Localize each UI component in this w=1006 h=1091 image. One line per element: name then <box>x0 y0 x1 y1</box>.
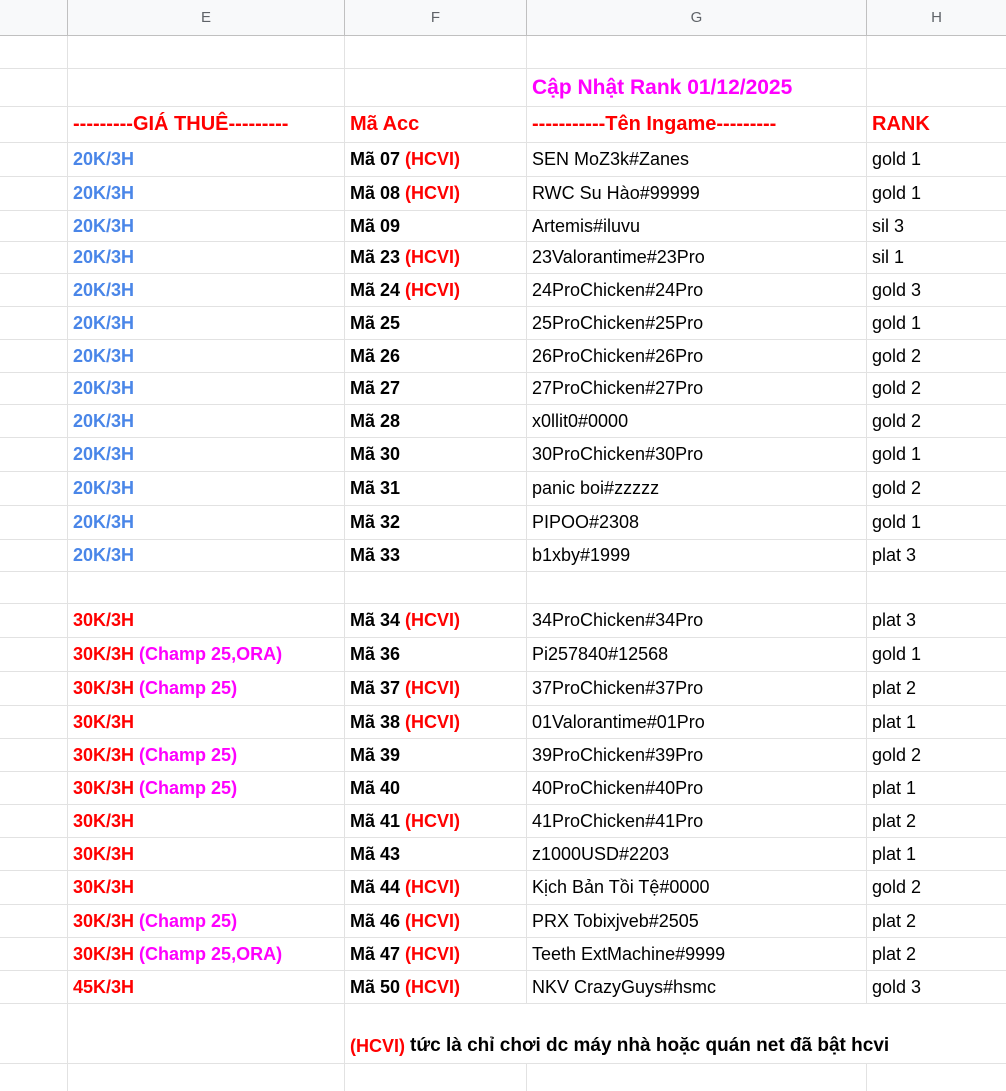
table-row <box>0 242 1006 274</box>
rank-update-title[interactable]: Cập Nhật Rank 01/12/2025 <box>527 69 867 106</box>
cell[interactable] <box>68 572 345 603</box>
rank-cell[interactable]: plat 1 <box>872 843 917 864</box>
account-code-cell[interactable] <box>345 340 527 372</box>
price-cell[interactable] <box>68 604 345 637</box>
price: 30K/3H <box>73 610 135 630</box>
rank-cell[interactable]: plat 2 <box>872 678 917 698</box>
header-price[interactable]: ---------GIÁ THUÊ--------- <box>68 107 345 142</box>
account-code-cell[interactable] <box>345 838 527 870</box>
row-number-cell[interactable] <box>0 438 68 471</box>
account-code: Mã 25 <box>350 312 401 333</box>
table-row <box>0 307 1006 340</box>
price-cell[interactable]: 20K/3H <box>68 472 345 505</box>
cell[interactable] <box>68 36 345 68</box>
cell[interactable] <box>68 1064 345 1091</box>
row-number-cell[interactable] <box>0 905 68 937</box>
table-row <box>0 405 1006 438</box>
price-cell[interactable]: 20K/3H <box>68 540 345 571</box>
price-cell[interactable]: 20K/3H <box>68 506 345 539</box>
row-number-cell[interactable] <box>0 638 68 671</box>
cell[interactable] <box>867 572 1006 603</box>
table-row <box>0 604 1006 638</box>
table-row <box>0 143 1006 177</box>
rank-cell[interactable]: plat 2 <box>872 810 917 831</box>
cell[interactable] <box>345 572 527 603</box>
ingame-name-cell[interactable]: Pi257840#12568 <box>527 638 867 671</box>
ingame-name-cell[interactable]: z1000USD#2203 <box>527 838 867 870</box>
row-number-cell[interactable] <box>0 739 68 771</box>
account-code: Mã 37 <box>350 678 401 698</box>
rank-cell[interactable]: plat 3 <box>872 545 917 565</box>
column-header-f[interactable]: F <box>345 0 527 36</box>
account-code-cell[interactable] <box>345 706 527 738</box>
table-row <box>0 971 1006 1004</box>
hcvi-tag: (HCVI) <box>405 149 461 169</box>
price-cell[interactable]: 20K/3H <box>68 274 345 306</box>
ingame-name-cell[interactable]: 24ProChicken#24Pro <box>527 274 867 306</box>
row-number-cell[interactable] <box>0 572 68 603</box>
account-code: Mã 41 <box>350 810 401 831</box>
price-cell[interactable] <box>68 772 345 804</box>
row-number-cell[interactable] <box>0 307 68 339</box>
ingame-name-cell[interactable]: NKV CrazyGuys#hsmc <box>527 971 867 1003</box>
cell[interactable] <box>345 1064 527 1091</box>
account-code: Mã 23 <box>350 247 401 267</box>
account-code-cell[interactable] <box>345 373 527 404</box>
account-code-cell[interactable] <box>345 772 527 804</box>
ingame-name-cell[interactable]: RWC Su Hào#99999 <box>527 177 867 210</box>
price-cell[interactable] <box>68 871 345 904</box>
table-row <box>0 472 1006 506</box>
row-number-cell[interactable] <box>0 69 68 106</box>
table-row <box>0 540 1006 572</box>
price: 30K/3H <box>73 810 135 831</box>
header-code[interactable]: Mã Acc <box>345 107 527 142</box>
price-cell[interactable] <box>68 672 345 705</box>
account-code-cell[interactable] <box>345 871 527 904</box>
rank-cell[interactable]: sil 3 <box>872 215 905 236</box>
cell[interactable] <box>68 69 345 106</box>
ingame-name-cell[interactable]: 40ProChicken#40Pro <box>527 772 867 804</box>
rank-cell[interactable]: plat 2 <box>872 910 917 931</box>
account-code: Mã 50 <box>350 976 401 997</box>
hcvi-tag: (HCVI) <box>405 678 461 698</box>
row-number-cell[interactable] <box>0 871 68 904</box>
ingame-name-cell[interactable]: Kịch Bản Tồi Tệ#0000 <box>527 871 867 904</box>
row-number-cell[interactable] <box>0 838 68 870</box>
account-code-cell[interactable] <box>345 307 527 339</box>
ingame-name-cell[interactable]: 23Valorantime#23Pro <box>527 242 867 273</box>
row-number-cell[interactable] <box>0 36 68 68</box>
table-row <box>0 177 1006 211</box>
cell[interactable] <box>867 1064 1006 1091</box>
account-code: Mã 36 <box>350 644 401 664</box>
rank-cell[interactable]: sil 1 <box>872 247 905 267</box>
table-row <box>0 438 1006 472</box>
hcvi-tag: (HCVI) <box>405 183 461 203</box>
row-number-cell[interactable] <box>0 211 68 241</box>
ingame-name-cell[interactable]: panic boi#zzzzz <box>527 472 867 505</box>
row-number-cell[interactable] <box>0 1064 68 1091</box>
hcvi-tag: (HCVI) <box>405 810 461 831</box>
price: 45K/3H <box>73 976 135 997</box>
account-code-cell[interactable] <box>345 604 527 637</box>
rank-cell[interactable]: gold 1 <box>872 644 922 664</box>
price-extra: (Champ 25) <box>139 744 238 765</box>
table-row <box>0 739 1006 772</box>
ingame-name-cell[interactable]: 34ProChicken#34Pro <box>527 604 867 637</box>
column-header-e[interactable]: E <box>68 0 345 36</box>
row-number-cell[interactable] <box>0 938 68 970</box>
price-cell[interactable] <box>68 706 345 738</box>
row-number-cell[interactable] <box>0 506 68 539</box>
footnote-hcvi-tag: (HCVI) <box>350 1036 405 1056</box>
ingame-name-cell[interactable]: PRX Tobixjveb#2505 <box>527 905 867 937</box>
price-cell[interactable] <box>68 971 345 1003</box>
table-row <box>0 572 1006 604</box>
ingame-name-cell[interactable]: Teeth ExtMachine#9999 <box>527 938 867 970</box>
header-rank[interactable]: RANK <box>872 113 930 135</box>
cell[interactable] <box>867 36 1006 68</box>
hcvi-tag: (HCVI) <box>405 976 461 997</box>
table-row <box>0 1064 1006 1091</box>
ingame-name-cell[interactable]: 26ProChicken#26Pro <box>527 340 867 372</box>
cell[interactable] <box>527 572 867 603</box>
hcvi-tag: (HCVI) <box>405 279 461 300</box>
account-code-cell[interactable] <box>345 672 527 705</box>
row-number-cell[interactable] <box>0 672 68 705</box>
price-cell[interactable]: 20K/3H <box>68 242 345 273</box>
account-code: Mã 46 <box>350 910 401 931</box>
ingame-name-cell[interactable]: 37ProChicken#37Pro <box>527 672 867 705</box>
account-code: Mã 33 <box>350 545 401 565</box>
account-code: Mã 31 <box>350 478 401 498</box>
account-code-cell[interactable] <box>345 143 527 176</box>
header-ingame-name[interactable]: -----------Tên Ingame--------- <box>527 107 867 142</box>
table-row <box>0 805 1006 838</box>
account-code: Mã 40 <box>350 777 401 798</box>
rank-cell[interactable]: gold 3 <box>872 976 922 997</box>
account-code: Mã 44 <box>350 877 401 897</box>
account-code: Mã 43 <box>350 843 401 864</box>
rank-cell[interactable]: gold 2 <box>872 410 922 431</box>
table-row <box>0 638 1006 672</box>
rank-cell[interactable]: gold 1 <box>872 312 922 333</box>
rank-cell[interactable]: gold 3 <box>872 279 922 300</box>
price-cell[interactable] <box>68 739 345 771</box>
account-code-cell[interactable] <box>345 506 527 539</box>
price-cell[interactable] <box>68 805 345 837</box>
row-number-cell[interactable] <box>0 274 68 306</box>
account-code-cell[interactable] <box>345 472 527 505</box>
account-code: Mã 08 <box>350 183 401 203</box>
hcvi-tag: (HCVI) <box>405 711 461 732</box>
rank-cell[interactable]: gold 1 <box>872 183 922 203</box>
ingame-name-cell[interactable]: 25ProChicken#25Pro <box>527 307 867 339</box>
ingame-name-cell[interactable]: x0llit0#0000 <box>527 405 867 437</box>
price-extra: (Champ 25,ORA) <box>139 644 283 664</box>
row-number-cell[interactable] <box>0 143 68 176</box>
account-code: Mã 30 <box>350 444 401 464</box>
price-extra: (Champ 25,ORA) <box>139 943 283 964</box>
price-extra: (Champ 25) <box>139 910 238 931</box>
price-cell[interactable] <box>68 905 345 937</box>
cell[interactable] <box>527 36 867 68</box>
rank-cell[interactable]: plat 1 <box>872 777 917 798</box>
price: 30K/3H <box>73 777 135 798</box>
price: 30K/3H <box>73 843 135 864</box>
hcvi-tag: (HCVI) <box>405 910 461 931</box>
footnote-row <box>0 1004 1006 1064</box>
account-code-cell[interactable] <box>345 739 527 771</box>
cell[interactable] <box>527 1064 867 1091</box>
cell[interactable] <box>867 69 1006 106</box>
account-code-cell[interactable] <box>345 905 527 937</box>
table-row <box>0 871 1006 905</box>
price-cell[interactable]: 20K/3H <box>68 438 345 471</box>
price-cell[interactable]: 20K/3H <box>68 211 345 241</box>
ingame-name-cell[interactable]: 01Valorantime#01Pro <box>527 706 867 738</box>
account-code: Mã 09 <box>350 215 401 236</box>
ingame-name-cell[interactable]: 27ProChicken#27Pro <box>527 373 867 404</box>
hcvi-tag: (HCVI) <box>405 610 461 630</box>
table-row <box>0 672 1006 706</box>
price-cell[interactable] <box>68 938 345 970</box>
price-extra: (Champ 25) <box>139 777 238 798</box>
account-code-cell[interactable] <box>345 638 527 671</box>
ingame-name-cell[interactable]: Artemis#iluvu <box>527 211 867 241</box>
price-extra: (Champ 25) <box>139 678 238 698</box>
row-number-cell[interactable] <box>0 373 68 404</box>
row-number-cell[interactable] <box>0 1004 68 1063</box>
price: 30K/3H <box>73 943 135 964</box>
account-code-cell[interactable] <box>345 540 527 571</box>
account-code-cell[interactable] <box>345 938 527 970</box>
ingame-name-cell[interactable]: b1xby#1999 <box>527 540 867 571</box>
rank-cell[interactable]: gold 2 <box>872 345 922 366</box>
price: 30K/3H <box>73 678 135 698</box>
account-code: Mã 34 <box>350 610 401 630</box>
select-all-corner[interactable] <box>0 0 68 36</box>
cell[interactable] <box>345 69 527 106</box>
ingame-name-cell[interactable]: SEN MoZ3k#Zanes <box>527 143 867 176</box>
price-cell[interactable]: 20K/3H <box>68 373 345 404</box>
ingame-name-cell[interactable]: 39ProChicken#39Pro <box>527 739 867 771</box>
price: 30K/3H <box>73 910 135 931</box>
rank-cell[interactable]: gold 1 <box>872 512 922 532</box>
rank-cell[interactable]: gold 2 <box>872 478 922 498</box>
price-cell[interactable]: 20K/3H <box>68 143 345 176</box>
price: 30K/3H <box>73 644 135 664</box>
account-code-cell[interactable] <box>345 405 527 437</box>
rank-cell[interactable]: gold 1 <box>872 444 922 464</box>
hcvi-tag: (HCVI) <box>405 943 461 964</box>
ingame-name-cell[interactable]: 41ProChicken#41Pro <box>527 805 867 837</box>
account-code: Mã 39 <box>350 744 401 765</box>
row-number-cell[interactable] <box>0 971 68 1003</box>
row-number-cell[interactable] <box>0 805 68 837</box>
row-number-cell[interactable] <box>0 472 68 505</box>
row-number-cell[interactable] <box>0 706 68 738</box>
table-row <box>0 706 1006 739</box>
price: 30K/3H <box>73 711 135 732</box>
rank-cell[interactable]: plat 1 <box>872 711 917 732</box>
table-row <box>0 373 1006 405</box>
account-code-cell[interactable] <box>345 211 527 241</box>
hcvi-tag: (HCVI) <box>405 247 461 267</box>
account-code-cell[interactable] <box>345 274 527 306</box>
hcvi-tag: (HCVI) <box>405 877 461 897</box>
account-code-cell[interactable] <box>345 805 527 837</box>
column-header-h[interactable]: H <box>867 0 1006 36</box>
account-code: Mã 47 <box>350 943 401 964</box>
rank-cell[interactable]: gold 2 <box>872 378 922 398</box>
header-row <box>0 107 1006 143</box>
cell[interactable] <box>345 36 527 68</box>
account-code: Mã 26 <box>350 345 401 366</box>
row-number-cell[interactable] <box>0 540 68 571</box>
price-cell[interactable]: 20K/3H <box>68 307 345 339</box>
row-number-cell[interactable] <box>0 177 68 210</box>
ingame-name-cell[interactable]: PIPOO#2308 <box>527 506 867 539</box>
table-row <box>0 69 1006 107</box>
row-number-cell[interactable] <box>0 242 68 273</box>
account-code: Mã 07 <box>350 149 401 169</box>
row-number-cell[interactable] <box>0 604 68 637</box>
account-code-cell[interactable] <box>345 177 527 210</box>
price: 30K/3H <box>73 877 135 897</box>
account-code: Mã 28 <box>350 410 401 431</box>
table-row <box>0 938 1006 971</box>
account-code-cell[interactable] <box>345 971 527 1003</box>
rank-cell[interactable]: gold 2 <box>872 744 922 765</box>
rank-cell[interactable]: plat 2 <box>872 943 917 964</box>
price-cell[interactable]: 20K/3H <box>68 177 345 210</box>
table-row <box>0 838 1006 871</box>
table-row <box>0 772 1006 805</box>
cell[interactable] <box>68 1004 345 1063</box>
rank-cell[interactable]: gold 2 <box>872 877 922 897</box>
ingame-name-cell[interactable]: 30ProChicken#30Pro <box>527 438 867 471</box>
price: 30K/3H <box>73 744 135 765</box>
table-row <box>0 340 1006 373</box>
price-cell[interactable]: 20K/3H <box>68 340 345 372</box>
account-code: Mã 27 <box>350 378 401 398</box>
account-code-cell[interactable] <box>345 242 527 273</box>
price-cell[interactable] <box>68 838 345 870</box>
footnote-text: tức là chỉ chơi dc máy nhà hoặc quán net đã bật hcvi <box>410 1035 890 1056</box>
account-code: Mã 32 <box>350 512 401 532</box>
price-cell[interactable]: 20K/3H <box>68 405 345 437</box>
table-row <box>0 36 1006 69</box>
table-row <box>0 211 1006 242</box>
row-number-cell[interactable] <box>0 340 68 372</box>
table-row <box>0 905 1006 938</box>
row-number-cell[interactable] <box>0 405 68 437</box>
footnote-cell[interactable] <box>345 1004 1006 1063</box>
account-code: Mã 24 <box>350 279 401 300</box>
row-number-cell[interactable] <box>0 772 68 804</box>
price-cell[interactable] <box>68 638 345 671</box>
table-row <box>0 506 1006 540</box>
rank-cell[interactable]: gold 1 <box>872 149 922 169</box>
table-row <box>0 274 1006 307</box>
column-header-g[interactable]: G <box>527 0 867 36</box>
account-code-cell[interactable] <box>345 438 527 471</box>
row-number-cell[interactable] <box>0 107 68 142</box>
rank-cell[interactable]: plat 3 <box>872 610 917 630</box>
account-code: Mã 38 <box>350 711 401 732</box>
